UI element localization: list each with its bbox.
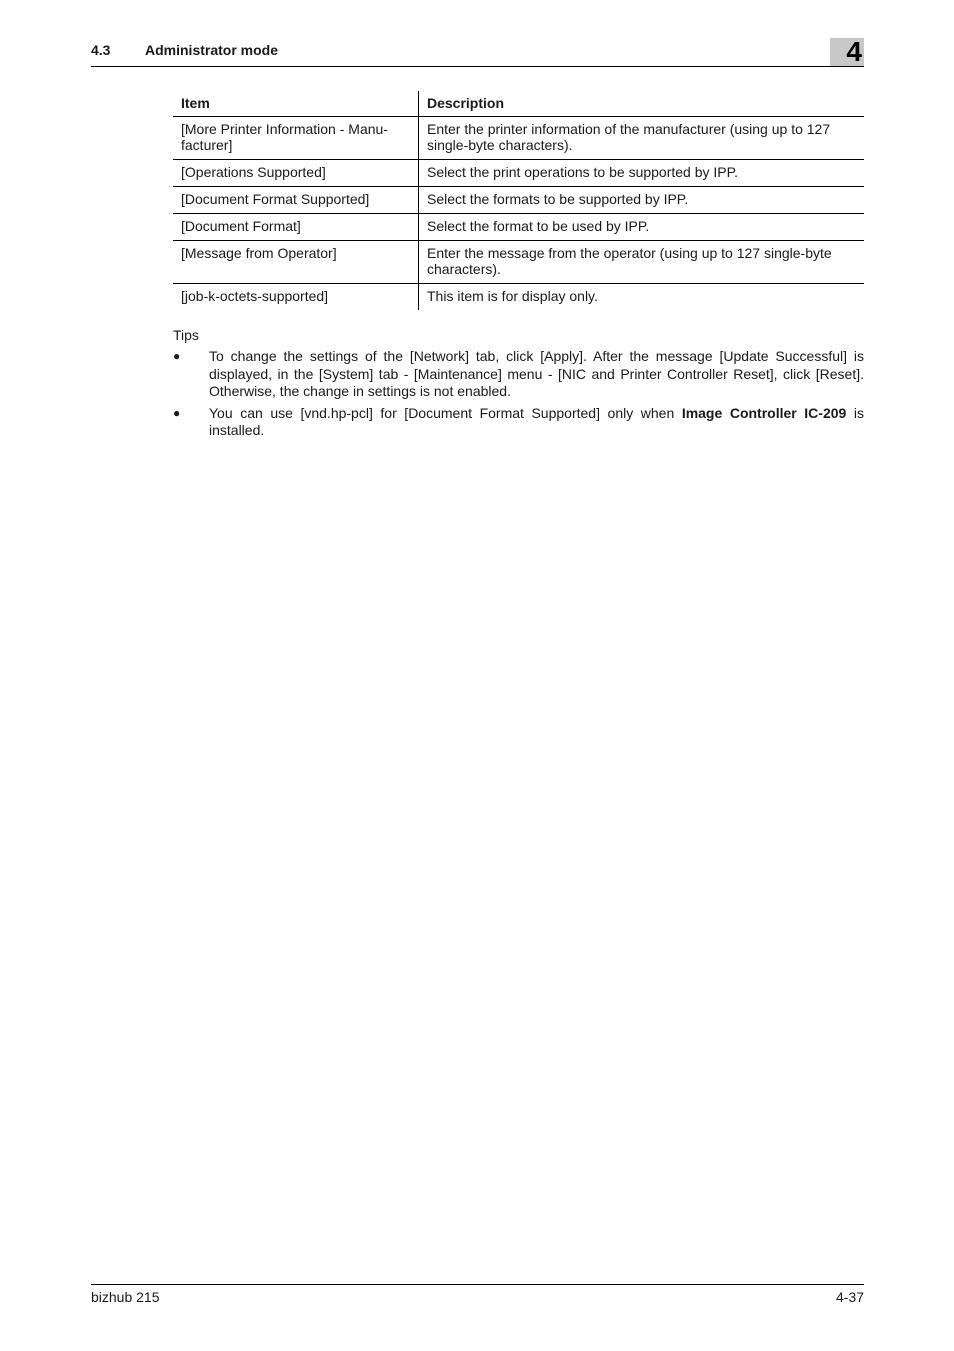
description-cell: Select the formats to be supported by IPP. [419,187,865,214]
table-header-row [173,91,864,117]
tip-text: is installed. [209,404,865,438]
item-cell: [Document Format Supported] [173,187,419,214]
column-header-description: Description [419,91,865,117]
table-row [173,160,864,187]
column-header-item: Item [173,91,419,117]
list-item [173,348,864,401]
settings-table [173,91,864,310]
description-cell: Enter the printer information of the manufacturer (using up to 127 single-byte characters). [427,121,831,153]
item-cell: [Document Format] [173,214,419,241]
chapter-number: 4 [846,36,862,67]
table-row [173,241,864,284]
item-cell: [More Printer Information - Manu-facturer] [173,117,419,160]
tips-heading: Tips [173,327,199,343]
section-number: 4.3 [91,42,111,58]
tip-bold-text: Image Controller IC-209 [681,404,847,421]
section-title: Administrator mode [145,42,279,58]
description-cell: Select the print operations to be supported by IPP. [419,160,865,187]
table-row [173,117,864,160]
product-name: bizhub 215 [91,1289,160,1305]
item-cell: [Operations Supported] [173,160,419,187]
page-number: 4-37 [835,1289,864,1305]
description-cell: This item is for display only. [419,284,865,311]
table-row [173,284,864,311]
tip-text: You can use [vnd.hp-pcl] for [Document Format Supported] only when [209,404,682,421]
description-cell: Enter the message from the operator (using up to 127 single-byte characters). [419,241,865,284]
table-row [173,187,864,214]
page-footer [91,1284,864,1305]
tips-list [173,348,864,444]
list-item [173,405,864,440]
item-cell: [job-k-octets-supported] [173,284,419,311]
tip-text: To change the settings of the [Network] tab, click [Apply]. After the message [Update Successful] is displayed, in the [System] tab - [Maintenance] menu - [NIC and Printer Controller Reset], click [Reset]. Otherwise, the change in settings is not enabled. [209,348,864,399]
page-header [91,38,864,67]
item-cell: [Message from Operator] [173,241,419,284]
table-row [173,214,864,241]
chapter-tab [830,38,864,66]
bullet-icon: ● [173,405,181,420]
bullet-icon: ● [173,349,181,363]
description-cell: Select the format to be used by IPP. [419,214,865,241]
